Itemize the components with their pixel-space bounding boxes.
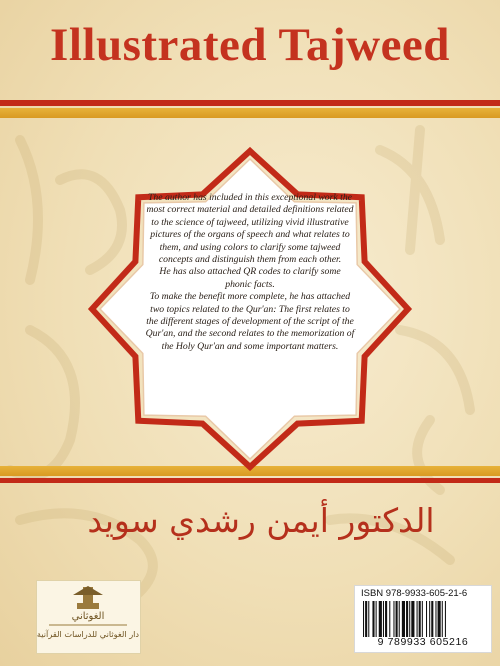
barcode-bar [431,601,433,637]
barcode-bar [385,601,387,637]
barcode-bar [406,601,408,637]
barcode-bar [426,601,427,637]
book-title: Illustrated Tajweed [50,19,450,71]
barcode-bar [376,601,377,637]
blurb-paragraph-2: He has also attached QR codes to clarify some phonic facts. [159,266,341,290]
barcode [361,601,485,637]
barcode-bar [365,601,367,637]
barcode-bar [363,601,364,637]
publisher-logo-box [36,580,141,654]
barcode-bar [368,601,369,637]
isbn-label: ISBN 978-9933-605-21-6 [361,588,468,599]
barcode-bar [399,601,400,637]
barcode-bar [389,601,390,637]
blurb-paragraph-1: The author has included in this exceptional work the most correct material and detailed definitions related to the science of tajweed, utilizing vivid illustrative pictures of the organs of speech and what relates to them, and using colors to clarify some tajweed concepts and distinguish them from each other. [146,192,354,266]
barcode-bar [393,601,394,637]
barcode-bar [442,601,443,637]
barcode-bar [396,601,398,637]
barcode-bar [422,601,423,637]
barcode-bar [372,601,374,637]
barcode-bar [419,601,421,637]
publisher-logo-bottom-text: دار الغوثاني للدراسات القرآنية [36,629,140,639]
barcode-bar [409,601,410,637]
barcode-bar [383,601,384,637]
publisher-logo [36,585,140,647]
author-name-arabic: الدكتور أيمن رشدي سويد [87,501,435,540]
publisher-logo-top-text: الغوثاني [71,611,105,622]
barcode-bar [417,601,418,637]
back-cover-blurb [145,192,355,353]
author-name-calligraphy [87,488,435,550]
barcode-bar [445,601,446,637]
barcode-bar [402,601,405,637]
barcode-bar [411,601,414,637]
barcode-bar [379,601,382,637]
barcode-bar [438,601,441,637]
isbn-barcode-box [354,585,492,653]
barcode-digits: 9 789933 605216 [377,636,469,648]
blurb-paragraph-3: To make the benefit more complete, he has attached two topics related to the Qur'an: The first relates to the different stages of development of the script of the Qur'an, and the second relates to the memorization of the Holy Qur'an and some important matters. [145,291,355,352]
barcode-bar [429,601,430,637]
barcode-bar [435,601,436,637]
